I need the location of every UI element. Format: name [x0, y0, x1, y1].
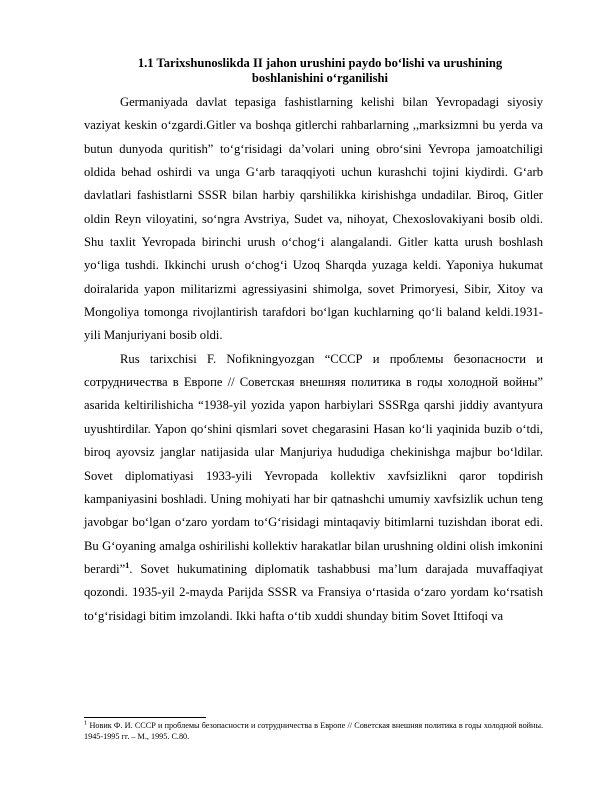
footnote-reference[interactable]: 1 — [125, 560, 130, 570]
footnote — [84, 720, 543, 742]
paragraph-2-continuation: . Sovet hukumatining diplomatik tashabbusi ma’lum darajada muvaffaqiyat qozondi. 1935-yil 2-mayda Parijda SSSR va Fransiya o‘rtasida o‘zaro yordam ko‘rsatish to‘g‘risidagi bitim imzolandi. Ikki hafta o‘tib xuddi shunday bitim Sovet Ittifoqi va — [84, 561, 543, 623]
paragraph-2-text: Rus tarixchisi F. Nofikningyozgan “СССР и проблемы безопасности и сотрудничества в Европе // Советская внешняя политика в годы холодной войны” asarida keltirilishicha “1938-yil yozida yapon harbiylari SSSRga qarshi jiddiy avantyura uyushtirdilar. Yapon qo‘shini qismlari sovet chegarasini Hasan ko‘li yaqinida buzib o‘tdi, biroq ayovsiz janglar natijasida ular Manjuriya hududiga chekinishga majbur bo‘ldilar. Sovet diplomatiyasi 1933-yili Yevropada kollektiv xavfsizlikni qaror topdirish kampaniyasini boshladi. Uning mohiyati har bir qatnashchi umumiy xavfsizlik uchun teng javobgar bo‘lgan o‘zaro yordam to‘G‘risidagi mintaqaviy bitimlarni tuzishdan iborat edi. Bu G‘oyaning amalga oshirilishi kollektiv harakatlar bilan urushning oldini olish imkonini berardi” — [84, 351, 543, 576]
footnote-divider — [84, 717, 206, 718]
document-page — [84, 56, 543, 628]
paragraph-2 — [84, 348, 543, 628]
footnote-text: Новик Ф. И. СССР и проблемы безопасности и сотрудничества в Европе // Советская внешняя политика в годы холодной войны. 1945-1995 гг. – М., 1995. С.80. — [84, 721, 543, 741]
section-title: 1.1 Tarixshunoslikda II jahon urushini paydo bo‘lishi va urushining boshlanishini o‘rganilishi — [137, 56, 503, 85]
paragraph-1: Germaniyada davlat tepasiga fashistlarning kelishi bilan Yevropadagi siyosiy vaziyat keskin o‘zgardi.Gitler va boshqa gitlerchi rahbarlarning ,,marksizmni bu yerda va butun dunyoda quritish” to‘g‘risidagi da’volari uning obro‘sini Yevropa jamoatchiligi oldida behad oshirdi va unga G‘arb taraqqiyoti uchun kurashchi tojini kiydirdi. G‘arb davlatlari fashistlarni SSSR bilan harbiy qarshilikka kirishishga undadilar. Biroq, Gitler oldin Reyn viloyatini, so‘ngra Avstriya, Sudet va, nihoyat, Chexoslovakiyani bosib oldi. Shu taxlit Yevropada birinchi urush o‘chog‘i alangalandi. Gitler katta urush boshlash yo‘liga tushdi. Ikkinchi urush o‘chog‘i Uzoq Sharqda yuzaga keldi. Yaponiya hukumat doiralarida yapon militarizmi agressiyasini shimolga, sovet Primoryesi, Sibir, Xitoy va Mongoliya tomonga rivojlantirish tarafdori bo‘lgan kuchlarning qo‘li baland keldi.1931-yili Manjuriyani bosib oldi. — [84, 95, 543, 343]
footnote-marker: 1 — [84, 719, 88, 727]
